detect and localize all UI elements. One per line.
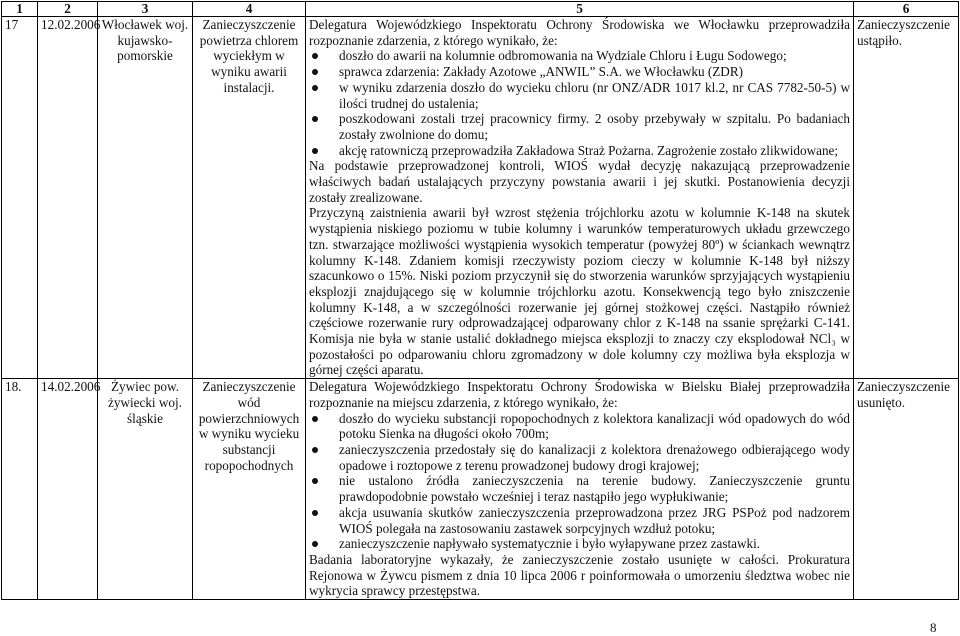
list-item [309, 505, 850, 536]
list-item [309, 80, 850, 111]
column-header: 6 [854, 2, 959, 17]
bullet-icon [312, 416, 318, 422]
list-item [309, 143, 850, 159]
bullet-icon [312, 148, 318, 154]
column-header: 4 [193, 2, 306, 17]
description-intro: Delegatura Wojewódzkiego Inspektoratu Ochrony Środowiska we Włocławku przeprowadziła rozpoznanie zdarzenia, z którego wynikało, że: [309, 17, 850, 48]
list-item-text: nie ustalono źródła zanieczyszczenia na terenie budowy. Zanieczyszczenie gruntu prawdopodobnie powstało wcześniej i teraz nastąpiło jego wypłukiwanie; [339, 473, 850, 505]
bullet-list [309, 48, 850, 158]
list-item-text: zanieczyszczenia przedostały się do kanalizacji z kolektora drenażowego odbierającego wody opadowe i roztopowe z terenu prowadzonej budowy drogi krajowej; [339, 441, 850, 473]
table-row [2, 379, 959, 600]
incident-date: 14.02.2006 [38, 379, 98, 600]
row-number: 18. [2, 379, 38, 600]
bullet-icon [312, 541, 318, 547]
bullet-icon [312, 478, 318, 484]
list-item [309, 111, 850, 142]
bullet-icon [312, 69, 318, 75]
page-number: 8 [930, 620, 937, 635]
list-item-text: doszło do wycieku substancji ropopochodnych z kolektora kanalizacji wód opadowych do wód potoku Sienka na długości około 700m; [339, 410, 850, 442]
list-item [309, 48, 850, 64]
bullet-icon [312, 85, 318, 91]
list-item-text: sprawca zdarzenia: Zakłady Azotowe „ANWIL” S.A. we Włocławku (ZDR) [339, 64, 744, 80]
incident-date: 12.02.2006 [38, 17, 98, 379]
list-item-text: akcja usuwania skutków zanieczyszczenia przeprowadzona przez JRG PSPoż pod nadzorem WIOŚ polegała na zastosowaniu zastawek sorpcyjnych wzdłuż potoku; [339, 504, 850, 536]
incident-description [306, 379, 854, 600]
incident-table [1, 1, 959, 600]
incident-type: Zanieczyszczenie powietrza chlorem wyciekłym w wyniku awarii instalacji. [193, 17, 306, 379]
column-header: 2 [38, 2, 98, 17]
incident-description [306, 17, 854, 379]
list-item-text: w wyniku zdarzenia doszło do wycieku chloru (nr ONZ/ADR 1017 kl.2, nr CAS 7782-50-5) w ilości trudnej do ustalenia; [339, 79, 850, 111]
bullet-icon [312, 53, 318, 59]
column-header: 1 [2, 2, 38, 17]
bullet-icon [312, 510, 318, 516]
list-item [309, 536, 850, 552]
bullet-icon [312, 116, 318, 122]
list-item-text: doszło do awarii na kolumnie odbromowania na Wydziale Chloru i Ługu Sodowego; [339, 48, 787, 64]
incident-location: Żywiec pow. żywiecki woj. śląskie [98, 379, 193, 600]
description-intro: Delegatura Wojewódzkiego Inspektoratu Ochrony Środowiska w Bielsku Białej przeprowadziła rozpoznanie na miejscu zdarzenia, z którego wynikało, że: [309, 379, 850, 410]
list-item [309, 411, 850, 442]
list-item [309, 473, 850, 504]
list-item-text: akcję ratowniczą przeprowadziła Zakładowa Straż Pożarna. Zagrożenie zostało zlikwidowane; [339, 142, 839, 158]
incident-status: Zanieczyszczenie usunięto. [854, 379, 959, 600]
column-header: 5 [306, 2, 854, 17]
list-item [309, 442, 850, 473]
bullet-list [309, 411, 850, 552]
incident-type: Zanieczyszczenie wód powierzchniowych w wyniku wycieku substancji ropopochodnych [193, 379, 306, 600]
row-number: 17 [2, 17, 38, 379]
table-row [2, 17, 959, 379]
header-row [2, 2, 959, 17]
description-paragraph: Badania laboratoryjne wykazały, że zanieczyszczenie zostało usunięte w całości. Prokuratura Rejonowa w Żywcu pismem z dnia 10 lipca 2006 r poinformowała o umorzeniu śledztwa wobec nie wykrycia sprawcy przestępstwa. [309, 551, 850, 599]
list-item [309, 64, 850, 80]
description-paragraph: Na podstawie przeprowadzonej kontroli, WIOŚ wydał decyzję nakazującą przeprowadzenie właściwych badań ustalających przyczyny powstania awarii i jej skutki. Postanowienia decyzji zostały zrealizowane. [309, 158, 850, 205]
bullet-icon [312, 447, 318, 453]
column-header: 3 [98, 2, 193, 17]
list-item-text: zanieczyszczenie napływało systematycznie i było wyłapywane przez zastawki. [339, 536, 761, 552]
incident-location: Włocławek woj. kujawsko-pomorskie [98, 17, 193, 379]
description-paragraph: Przyczyną zaistnienia awarii był wzrost stężenia trójchlorku azotu w kolumnie K-148 na skutek wystąpienia niskiego poziomu w tubie kolumny i warunków temperaturowych układu grzewczego tzn. stwarzające możliwości wystąpienia wysokich temperatur (powyżej 80º) w ściankach wewnątrz kolumny K-148. Zdaniem komisji rzeczywisty poziom cieczy w kolumnie K-148 był niższy szacunkowo o 15%. Niski poziom przyczynił się do stworzenia warunków sprzyjających wystąpieniu eksplozji znajdującego się w kolumnie trójchlorku azotu. Konsekwencją tego było zniszczenie kolumny K-148, a w szczególności rozerwanie jej górnej stożkowej części. Nastąpiło również częściowe rozerwanie rury odprowadzającej odparowany chlor z K-148 na ssanie sprężarki C-141. Komisja nie była w stanie ustalić dokładnego miejsca eksplozji to znaczy czy eksplodował NCl₃ w pozostałości po odparowaniu chloru zgromadzony w dole kolumny czy możliwa była eksplozja w górnej części aparatu. [309, 205, 850, 378]
incident-status: Zanieczyszczenie ustąpiło. [854, 17, 959, 379]
list-item-text: poszkodowani zostali trzej pracownicy firmy. 2 osoby przebywały w szpitalu. Po badaniach zostały zwolnione do domu; [339, 111, 850, 142]
